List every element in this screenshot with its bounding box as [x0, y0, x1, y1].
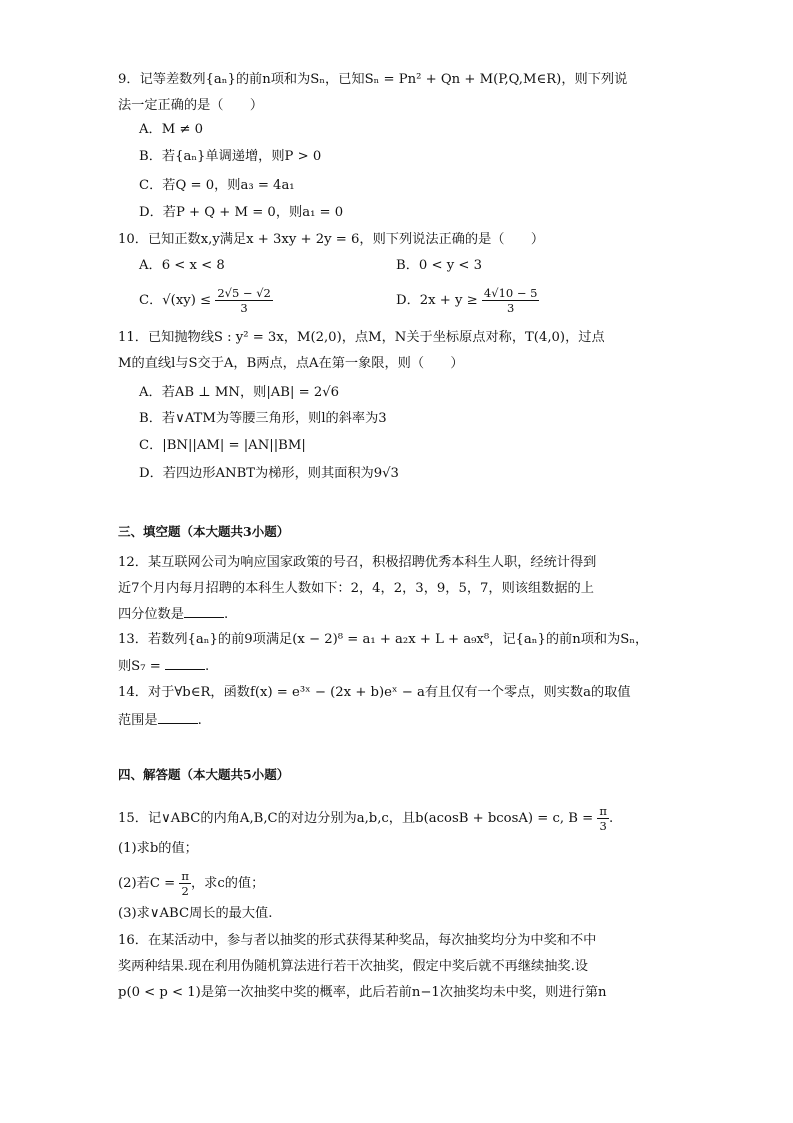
- q13-line2-text: 则S₇ =: [118, 659, 161, 674]
- q15-part2-denominator: 2: [181, 884, 189, 898]
- q10-option-d-denominator: 3: [507, 301, 515, 315]
- q15-part2: [118, 869, 264, 898]
- q11-stem-line2: M的直线l与S交于A，B两点，点A在第一象限，则（ ）: [118, 356, 464, 371]
- q11-option-d: D．若四边形ANBT为梯形，则其面积为9√3: [139, 466, 399, 481]
- section-3-heading: 三、填空题（本大题共3小题）: [118, 524, 290, 539]
- q10-stem: 10．已知正数x,y满足x + 3xy + 2y = 6，则下列说法正确的是（ ）: [118, 232, 545, 247]
- q12-line3-end: .: [223, 607, 229, 622]
- q15-part2-fraction: [179, 869, 191, 898]
- q13-line2: [118, 657, 209, 676]
- q15-stem-text: 15．记∨ABC的内角A,B,C的对边分别为a,b,c，且b(acosB + bcosA) = c, B =: [118, 811, 594, 826]
- q9-stem-line1: 9．记等差数列{aₙ}的前n项和为Sₙ，已知Sₙ = Pn² + Qn + M(P,Q,M∈R)，则下列说: [118, 72, 628, 87]
- q13-answer-blank[interactable]: [165, 657, 205, 670]
- q15-part2-numerator: π: [181, 869, 189, 883]
- q14-line2: [118, 711, 202, 730]
- q12-line2: 近7个月内每月招聘的本科生人数如下：2，4，2，3，9，5，7，则该组数据的上: [118, 581, 594, 596]
- q9-option-b: B．若{aₙ}单调递增，则P > 0: [139, 149, 322, 164]
- q14-answer-blank[interactable]: [158, 711, 198, 724]
- q14-line2-end: .: [197, 713, 202, 728]
- q10-option-d-numerator: 4√10 − 5: [483, 286, 538, 300]
- q15-part2-suffix: ，求c的值；: [190, 876, 265, 891]
- q13-line2-end: .: [204, 659, 210, 674]
- q11-option-b: B．若∨ATM为等腰三角形，则l的斜率为3: [139, 411, 387, 426]
- q10-option-d-prefix: D．2x + y ≥: [396, 293, 478, 308]
- q15-stem-end: .: [608, 811, 614, 826]
- q15-angle-denominator: 3: [599, 819, 607, 833]
- q15-stem: [118, 804, 613, 833]
- section-4-heading: 四、解答题（本大题共5小题）: [118, 767, 290, 782]
- q9-stem-line2: 法一定正确的是（ ）: [118, 98, 264, 113]
- q14-line1: 14．对于∀b∈R，函数f(x) = e³ˣ − (2x + b)eˣ − a有且仅有一个零点，则实数a的取值: [118, 685, 631, 700]
- q12-answer-blank[interactable]: [184, 605, 224, 618]
- q12-line1: 12．某互联网公司为响应国家政策的号召，积极招聘优秀本科生人职，经统计得到: [118, 555, 597, 570]
- q15-part2-prefix: (2)若C =: [118, 876, 176, 891]
- q15-part3: (3)求∨ABC周长的最大值.: [118, 906, 273, 921]
- q10-option-d: [396, 286, 539, 315]
- q10-option-c-numerator: 2√5 − √2: [217, 286, 271, 300]
- q15-angle-numerator: π: [599, 804, 607, 818]
- q9-option-c: C．若Q = 0，则a₃ = 4a₁: [139, 178, 295, 193]
- q16-line1: 16．在某活动中，参与者以抽奖的形式获得某种奖品，每次抽奖均分为中奖和不中: [118, 933, 597, 948]
- q10-option-a: A．6 < x < 8: [139, 258, 225, 273]
- q10-option-c-prefix: C．√(xy) ≤: [139, 293, 212, 308]
- q15-angle-fraction: [597, 804, 609, 833]
- q10-option-c-fraction: [215, 286, 273, 315]
- q10-option-c: [139, 286, 273, 315]
- q12-line3-text: 四分位数是: [118, 607, 184, 622]
- q11-option-a: A．若AB ⊥ MN，则|AB| = 2√6: [139, 385, 340, 400]
- q10-option-c-denominator: 3: [240, 301, 248, 315]
- q10-option-d-fraction: [482, 286, 540, 315]
- q11-stem-line1: 11．已知抛物线S : y² = 3x，M(2,0)，点M，N关于坐标原点对称，T(4,0)，过点: [118, 330, 605, 345]
- q12-line3: [118, 605, 228, 624]
- q16-line3: p(0 < p < 1)是第一次抽奖中奖的概率，此后若前n−1次抽奖均未中奖，则进行第n: [118, 985, 607, 1000]
- q9-option-a: A．M ≠ 0: [139, 122, 204, 137]
- q13-line1: 13．若数列{aₙ}的前9项满足(x − 2)⁸ = a₁ + a₂x + L + a₉x⁸，记{aₙ}的前n项和为Sₙ，: [118, 632, 649, 647]
- q14-line2-text: 范围是: [118, 713, 158, 728]
- q11-option-c: C．|BN||AM| = |AN||BM|: [139, 438, 306, 453]
- q10-option-b: B．0 < y < 3: [396, 258, 482, 273]
- q16-line2: 奖两种结果.现在利用伪随机算法进行若干次抽奖，假定中奖后就不再继续抽奖.设: [118, 959, 588, 974]
- q15-part1: (1)求b的值；: [118, 841, 198, 856]
- q9-option-d: D．若P + Q + M = 0，则a₁ = 0: [139, 205, 344, 220]
